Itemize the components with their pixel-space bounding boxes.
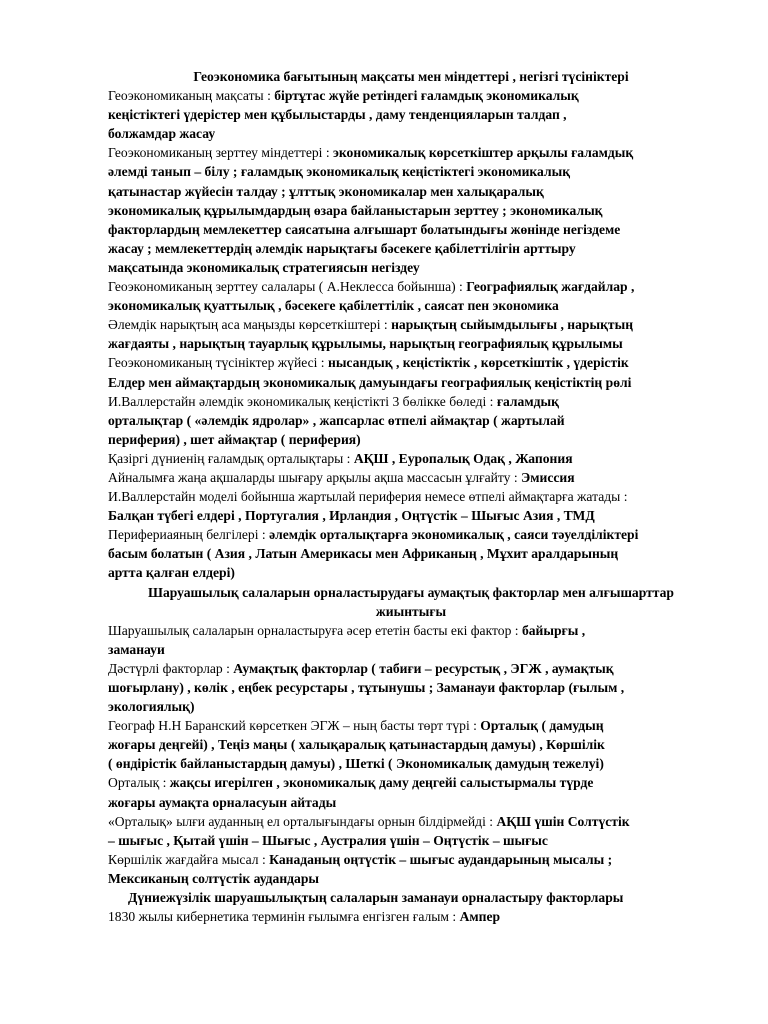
text-line (108, 105, 714, 124)
text-line (108, 353, 714, 372)
regular-text: Көршілік жағдайға мысал : (108, 851, 270, 867)
regular-text: Геоэкономиканың зерттеу міндеттері : (108, 145, 334, 161)
bold-text: АҚШ , Еуропалық Одақ , Жапония (353, 450, 573, 466)
bold-text: жасау ; мемлекеттердің әлемдік нарықтағы бәсекеге қабілеттілігін арттыру (108, 240, 576, 256)
regular-text: Геоэкономиканың мақсаты : (108, 88, 275, 104)
bold-text: факторлардың мемлекеттер саясатына алғышарт болатындығы жөнінде негіздеме (108, 221, 621, 237)
text-line (108, 67, 714, 86)
bold-text: Мексиканың солтүстік аудандары (108, 870, 320, 886)
text-line (108, 201, 714, 220)
bold-text: нарықтың сыйымдылығы , нарықтың (391, 317, 634, 333)
text-line (108, 735, 714, 754)
document-page (108, 67, 714, 926)
bold-text: экономикалық қуаттылық , бәсекеге қабілеттілік , саясат пен экономика (108, 298, 559, 314)
text-line (108, 182, 714, 201)
bold-text: шоғырлану) , көлік , еңбек ресурстары , тұтынушы ; Заманауи факторлар (ғылым , (108, 680, 625, 695)
text-line (108, 831, 714, 850)
regular-text: 1830 жылы кибернетика терминін ғылымға енгізген ғалым : (108, 909, 460, 925)
text-line (108, 563, 714, 582)
bold-text: Геоэкономика бағытының мақсаты мен міндеттері , негізгі түсініктері (193, 69, 629, 84)
text-line (108, 449, 714, 468)
bold-text: Балқан түбегі елдері , Португалия , Ирландия , Оңтүстік – Шығыс Азия , ТМД (108, 508, 595, 524)
bold-text: – шығыс , Қытай үшін – Шығыс , Аустралия үшін – Оңтүстік – шығыс (108, 832, 548, 848)
bold-text: периферия) , шет аймақтар ( периферия) (108, 431, 361, 447)
bold-text: АҚШ үшін Солтүстік (496, 813, 630, 829)
regular-text: Геоэкономиканың зерттеу салалары ( А.Неклесса бойынша) : (108, 279, 467, 295)
text-line (108, 143, 714, 162)
regular-text: И.Валлерстайн әлемдік экономикалық кеңістікті 3 бөлікке бөледі : (108, 393, 497, 409)
text-line (108, 525, 714, 544)
bold-text: Ампер (459, 909, 501, 925)
text-line (108, 640, 714, 659)
text-line (108, 754, 714, 773)
text-line (108, 334, 714, 353)
regular-text: Геоэкономиканың түсініктер жүйесі : (108, 355, 328, 371)
text-line (108, 907, 714, 926)
bold-text: мақсатында экономикалық стратегиясын негіздеу (108, 259, 420, 275)
bold-text: болжамдар жасау (108, 126, 216, 142)
text-line (108, 850, 714, 869)
text-line (108, 124, 714, 143)
bold-text: Аумақтық факторлар ( табиғи – ресурстық , ЭГЖ , аумақтық (233, 660, 614, 676)
bold-text: жоғары аумақта орналасуын айтады (108, 794, 337, 810)
bold-text: Канаданың оңтүстік – шығыс аудандарының мысалы ; (269, 851, 613, 867)
text-line (108, 277, 714, 296)
text-line (108, 239, 714, 258)
bold-text: нысандық , кеңістіктік , көрсеткіштік , үдерістік (327, 355, 629, 371)
text-line (108, 220, 714, 239)
bold-text: басым болатын ( Азия , Латын Америкасы мен Африканың , Мұхит аралдарының (108, 546, 619, 562)
text-line (108, 544, 714, 563)
bold-text: экономикалық көрсеткіштер арқылы ғаламдық (333, 145, 634, 161)
regular-text: Шаруашылық салаларын орналастыруға әсер ететін басты екі фактор : (108, 622, 522, 638)
text-line (108, 869, 714, 888)
bold-text: қатынастар жүйесін талдау ; ұлттық экономикалар мен халықаралық (108, 183, 544, 199)
regular-text: Географ Н.Н Баранский көрсеткен ЭГЖ – ның басты төрт түрі : (108, 718, 481, 734)
bold-text: экологиялық) (108, 699, 195, 715)
bold-text: Елдер мен аймақтардың экономикалық дамуындағы географиялық кеңістіктің рөлі (108, 374, 632, 390)
regular-text: Дәстүрлі факторлар : (108, 660, 234, 676)
bold-text: артта қалған елдері) (108, 565, 235, 581)
text-line (108, 506, 714, 525)
bold-text: әлемдік орталықтарға экономикалық , саяси тәуелділіктері (269, 527, 639, 543)
text-line (108, 430, 714, 449)
text-line (108, 392, 714, 411)
text-line (108, 162, 714, 181)
regular-text: Айналымға жаңа ақшаларды шығару арқылы ақша массасын ұлғайту : (108, 469, 522, 485)
bold-text: кеңістіктегі үдерістер мен құбылыстарды , даму тенденцияларын талдап , (108, 107, 567, 123)
bold-text: жағдаяты , нарықтың тауарлық құрылымы, нарықтың географиялық құрылымы (108, 336, 623, 352)
regular-text: И.Валлерстайн моделі бойынша жартылай периферия немесе өтпелі аймақтарға жатады : (108, 489, 628, 505)
text-line (108, 716, 714, 735)
text-line (108, 678, 714, 697)
bold-text: жоғары деңгейі) , Теңіз маңы ( халықаралық қатынастардың дамуы) , Көршілік (108, 737, 605, 753)
bold-text: біртұтас жүйе ретіндегі ғаламдық экономикалық (274, 88, 579, 104)
bold-text: Орталық ( дамудың (480, 718, 604, 734)
text-line (108, 621, 714, 640)
text-line (108, 315, 714, 334)
text-line (108, 659, 714, 678)
text-line (108, 583, 714, 602)
regular-text: Орталық : (108, 775, 170, 791)
bold-text: орталықтар ( «әлемдік ядролар» , жапсарлас өтпелі аймақтар ( жартылай (108, 412, 565, 428)
bold-text: Эмиссия (521, 469, 575, 485)
bold-text: жиынтығы (375, 603, 447, 619)
bold-text: заманауи (108, 641, 165, 657)
bold-text: байырғы , (521, 622, 586, 638)
text-line (108, 812, 714, 831)
text-line (108, 373, 714, 392)
bold-text: жақсы игерілген , экономикалық даму деңгейі салыстырмалы түрде (169, 775, 594, 791)
text-line (108, 487, 714, 506)
text-line (108, 468, 714, 487)
text-line (108, 258, 714, 277)
text-line (108, 411, 714, 430)
text-line (108, 793, 714, 812)
text-line (108, 86, 714, 105)
bold-text: экономикалық құрылымдардың өзара байланыстарын зерттеу ; экономикалық (108, 202, 603, 218)
bold-text: Дүниежүзілік шаруашылықтың салаларын заманауи орналастыру факторлары (128, 890, 624, 906)
bold-text: Шаруашылық салаларын орналастырудағы аумақтық факторлар мен алғышарттар (148, 584, 674, 600)
regular-text: Әлемдік нарықтың аса маңызды көрсеткіштері : (108, 317, 392, 333)
text-line (108, 697, 714, 716)
text-line (108, 888, 714, 907)
bold-text: Географиялық жағдайлар , (466, 279, 635, 295)
regular-text: Перифериаяның белгілері : (108, 527, 270, 543)
text-line (108, 296, 714, 315)
bold-text: әлемді танып – білу ; ғаламдық экономикалық кеңістіктегі экономикалық (108, 164, 571, 180)
regular-text: Қазіргі дүниенің ғаламдық орталықтары : (108, 450, 354, 466)
text-line (108, 773, 714, 792)
text-line (108, 602, 714, 621)
regular-text: «Орталық» ылғи ауданның ел орталығындағы орнын білдірмейді : (108, 813, 497, 829)
bold-text: ғаламдық (496, 393, 559, 409)
bold-text: ( өндірістік байланыстардың дамуы) , Шеткі ( Экономикалық дамудың тежелуі) (108, 756, 604, 772)
